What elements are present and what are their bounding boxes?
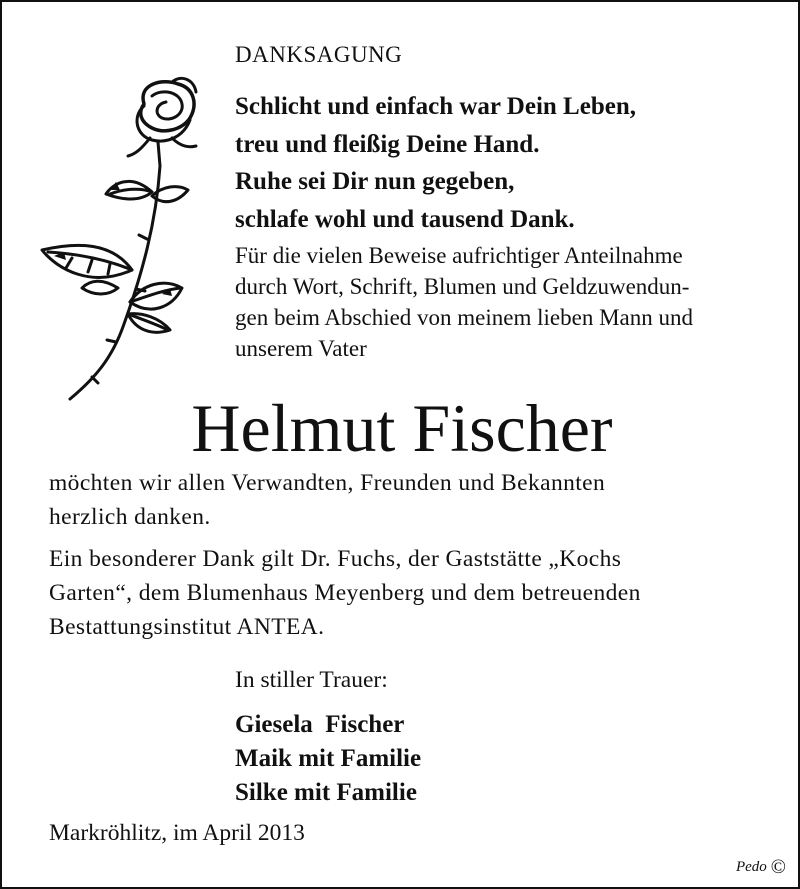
thanks-line: Für die vielen Beweise aufrichtiger Anteilnahme	[235, 243, 683, 268]
poem-line: Schlicht und einfach war Dein Leben,	[235, 93, 636, 120]
body-line	[49, 576, 759, 610]
body-line-text: Garten“, dem Blumenhaus Meyenberg und dem betreuenden	[49, 580, 641, 606]
family-member: Giesela Fischer	[235, 711, 405, 738]
thanks-line: gen beim Abschied von meinem lieben Mann und	[235, 305, 693, 330]
deceased-name: Helmut Fischer	[191, 390, 613, 466]
body-line-text: Ein besonderer Dank gilt Dr. Fuchs, der Gaststätte „Kochs	[49, 546, 622, 572]
body-line	[49, 466, 759, 500]
thanks-line: durch Wort, Schrift, Blumen und Geldzuwendun-	[235, 274, 690, 299]
poem-line: Ruhe sei Dir nun gegeben,	[235, 168, 515, 195]
thanks-relatives-paragraph	[49, 466, 759, 534]
body-line: Bestattungsinstitut ANTEA.	[49, 614, 325, 640]
copyright-icon: ©	[770, 856, 786, 878]
credit-text: Pedo	[735, 859, 767, 875]
memorial-poem	[235, 88, 636, 238]
family-signatures	[235, 708, 421, 810]
mourning-label: In stiller Trauer:	[235, 667, 388, 693]
place-date: Markröhlitz, im April 2013	[49, 820, 305, 846]
body-line	[49, 542, 759, 576]
poem-line: schlafe wohl und tausend Dank.	[235, 205, 575, 233]
rose-icon	[32, 74, 222, 414]
special-thanks-paragraph	[49, 542, 759, 644]
poem-line: treu und fleißig Deine Hand.	[235, 130, 540, 158]
family-member: Maik mit Familie	[235, 745, 422, 772]
publisher-credit	[736, 856, 786, 879]
body-line: herzlich danken.	[49, 504, 211, 530]
heading-danksagung: DANKSAGUNG	[235, 42, 403, 67]
thanks-line: unserem Vater	[235, 336, 367, 361]
body-line-text: möchten wir allen Verwandten, Freunden und Bekannten	[49, 470, 606, 496]
thanks-paragraph	[235, 240, 763, 364]
family-member: Silke mit Familie	[235, 779, 417, 806]
